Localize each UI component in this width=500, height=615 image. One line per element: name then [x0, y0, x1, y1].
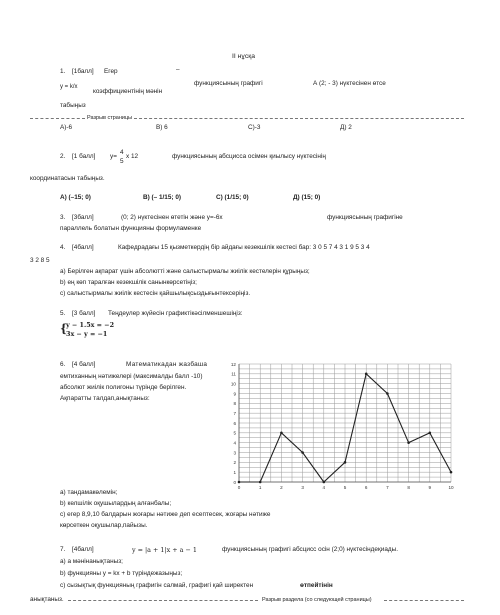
q4-item-a: а) Берілген ақпарат үшін абсолютті және салыстырмалы жиілік кестелерін құрыңыз; [60, 268, 310, 275]
q2-option-a: А) (–15; 0) [60, 194, 91, 201]
q4-item-b: b) ең көп таралған кезекшілік санынкөрсетіңіз; [60, 279, 197, 286]
frequency-polygon-chart [227, 358, 463, 496]
y-tick-label: 3 [233, 450, 236, 456]
q1-formula: y = k/x [60, 84, 78, 90]
x-tick-label: 7 [386, 485, 389, 490]
x-tick-label: 0 [237, 485, 241, 490]
q5-eq1: y − 1.5x = −2 [66, 321, 115, 329]
x-tick-label: 5 [343, 485, 347, 490]
q2-formula-tail: x 12 [126, 153, 139, 160]
q1-point-text: А (2; - 3) нүктесінен өтсе [313, 80, 386, 87]
y-tick-label: 0 [233, 479, 236, 485]
y-tick-label: 7 [233, 410, 236, 416]
y-tick-label: 11 [231, 371, 236, 377]
q1-option-b: В) 6 [156, 124, 168, 131]
data-point [365, 373, 368, 376]
q2-option-d: Д) (15; 0) [293, 194, 321, 201]
q6-score: [4 балл] [72, 361, 96, 368]
q6-line-4: Ақпаратты талдап,анықтаныз: [60, 395, 150, 402]
data-point [429, 432, 432, 435]
x-tick-label: 8 [407, 485, 410, 490]
x-tick-label: 9 [428, 485, 432, 490]
q7-last-line: анықтаныз. [30, 596, 64, 603]
q1-dash-mark: – [176, 66, 180, 73]
y-tick-label: 6 [233, 420, 236, 426]
x-tick-label: 1 [258, 485, 262, 490]
q1-option-d: Д) 2 [340, 124, 352, 131]
q3-text-a: (0; 2) нүктесінен өтетін және y=-6x [121, 214, 223, 221]
q7-item-b: b) функцияны y = kx + b түріндежазыңыз; [60, 570, 183, 577]
q3-text-b: функциясының графигіне [327, 214, 403, 221]
q1-option-c: С)-3 [248, 124, 261, 131]
q2-number: 2. [60, 153, 66, 160]
data-point [344, 461, 347, 464]
q4-text2: 3 2 8 5 [30, 257, 50, 264]
x-tick-label: 6 [364, 485, 368, 490]
q1-number: 1. [60, 68, 66, 75]
q7-section-break: Разрыв раздела (со следующей страницы) [262, 597, 372, 603]
q7-number: 7. [60, 546, 66, 553]
q2-text: функциясының абсцисса осімен қиылысу нүктесінің [172, 153, 326, 160]
q1-fn-text: функциясының графигі [194, 80, 263, 87]
variant-title: II нұсқа [232, 53, 255, 60]
q2-frac-top: 4 [120, 149, 124, 156]
q1-coef-text: коэффициентінің мәнін [93, 88, 163, 95]
q7-text: функциясының графигі абсцисс осін (2;0) нүктесіндеқиады. [222, 546, 398, 553]
data-point [259, 481, 262, 484]
y-tick-label: 2 [233, 460, 236, 466]
q6-line-2: емтиханның нәтижелері (максималды балл -10) [60, 373, 203, 380]
q3-number: 3. [60, 214, 66, 221]
q1-lead: Егер [104, 68, 118, 75]
y-tick-label: 10 [230, 381, 236, 387]
x-tick-label: 10 [448, 485, 454, 490]
y-tick-label: 1 [233, 469, 236, 475]
q3-score: [3балл] [72, 214, 94, 221]
q6-item-a: а) тандамакөлемін; [60, 489, 118, 496]
data-point [301, 451, 304, 454]
q7-formula: y = |a + 1|x + a − 1 [132, 546, 197, 554]
q5-number: 5. [60, 310, 66, 317]
q2-option-c: С) (1/15; 0) [216, 194, 249, 201]
y-tick-label: 8 [233, 401, 236, 407]
q6-number: 6. [60, 361, 66, 368]
q4-number: 4. [60, 244, 66, 251]
q2-formula-lead: y= [110, 153, 117, 160]
x-tick-label: 4 [322, 485, 326, 490]
data-point [450, 471, 453, 474]
q5-brace: { [60, 322, 68, 335]
q5-text: Теңдеулер жүйесін графиктікәсілменшешіңіз: [108, 310, 243, 317]
section-break-line-right [384, 600, 464, 601]
q4-item-c: c) салыстырмалы жиілік кестесін қайшылықсыздығынтексеріңіз. [60, 290, 251, 297]
q1-page-break: Разрыв страницы [87, 115, 133, 121]
q1-option-a: А)-6 [60, 124, 73, 131]
data-point [386, 392, 389, 395]
data-point [238, 481, 241, 484]
q7-score: [4балл] [72, 546, 94, 553]
page-break-line-right [134, 118, 464, 119]
q4-text: Кафедрадағы 15 қызметкердің бір айдағы кезекшілік кестесі бар: 3 0 5 7 4 3 1 9 5 3 4 [118, 244, 370, 251]
q2-text2: координатасын табыңыз. [30, 175, 105, 182]
data-point [407, 441, 410, 444]
q6-item-c-cont: көрсеткен оқушылар,пайызы. [60, 522, 148, 529]
q7-item-a: а) a мәнінанықтаныз; [60, 558, 123, 565]
q6-item-c: c) егер 8,9,10 балдарын жоғары нәтиже деп есептесек, жоғары нәтиже [60, 511, 271, 518]
q6-item-b: b) келшілік оқушылардың алғанбалы; [60, 500, 172, 507]
q2-option-b: В) (– 1/15; 0) [143, 194, 182, 201]
q7-item-c-tail: өтпейтінін [300, 582, 333, 589]
q6-line-3: абсолют жиілік полигоны түрінде берілген. [60, 384, 187, 391]
q7-item-c: c) сызықтық функцияның графигін салмай, графигі қай ширектен [60, 582, 254, 589]
q2-score: [1 балл] [72, 153, 96, 160]
data-point [280, 432, 283, 435]
q5-eq2: 3x − y = −1 [66, 330, 108, 338]
page-break-line-left [30, 118, 85, 119]
q6-line-1: Математикадан жазбаша [126, 361, 208, 368]
x-tick-label: 2 [280, 485, 283, 490]
y-tick-label: 4 [233, 440, 236, 446]
q1-score: [1балл] [72, 68, 94, 75]
q2-frac-bottom: 5 [120, 158, 124, 165]
q3-text2: параллель болатын функцияны формуламенке [60, 225, 202, 232]
y-tick-label: 12 [230, 361, 236, 367]
data-point [323, 481, 326, 484]
section-break-line-left [68, 600, 258, 601]
q5-score: [3 балл] [72, 310, 96, 317]
q1-find: табыңыз [60, 102, 86, 109]
x-tick-label: 3 [301, 485, 304, 490]
y-tick-label: 9 [233, 391, 236, 397]
y-tick-label: 5 [233, 430, 236, 436]
q4-score: [4балл] [72, 244, 94, 251]
